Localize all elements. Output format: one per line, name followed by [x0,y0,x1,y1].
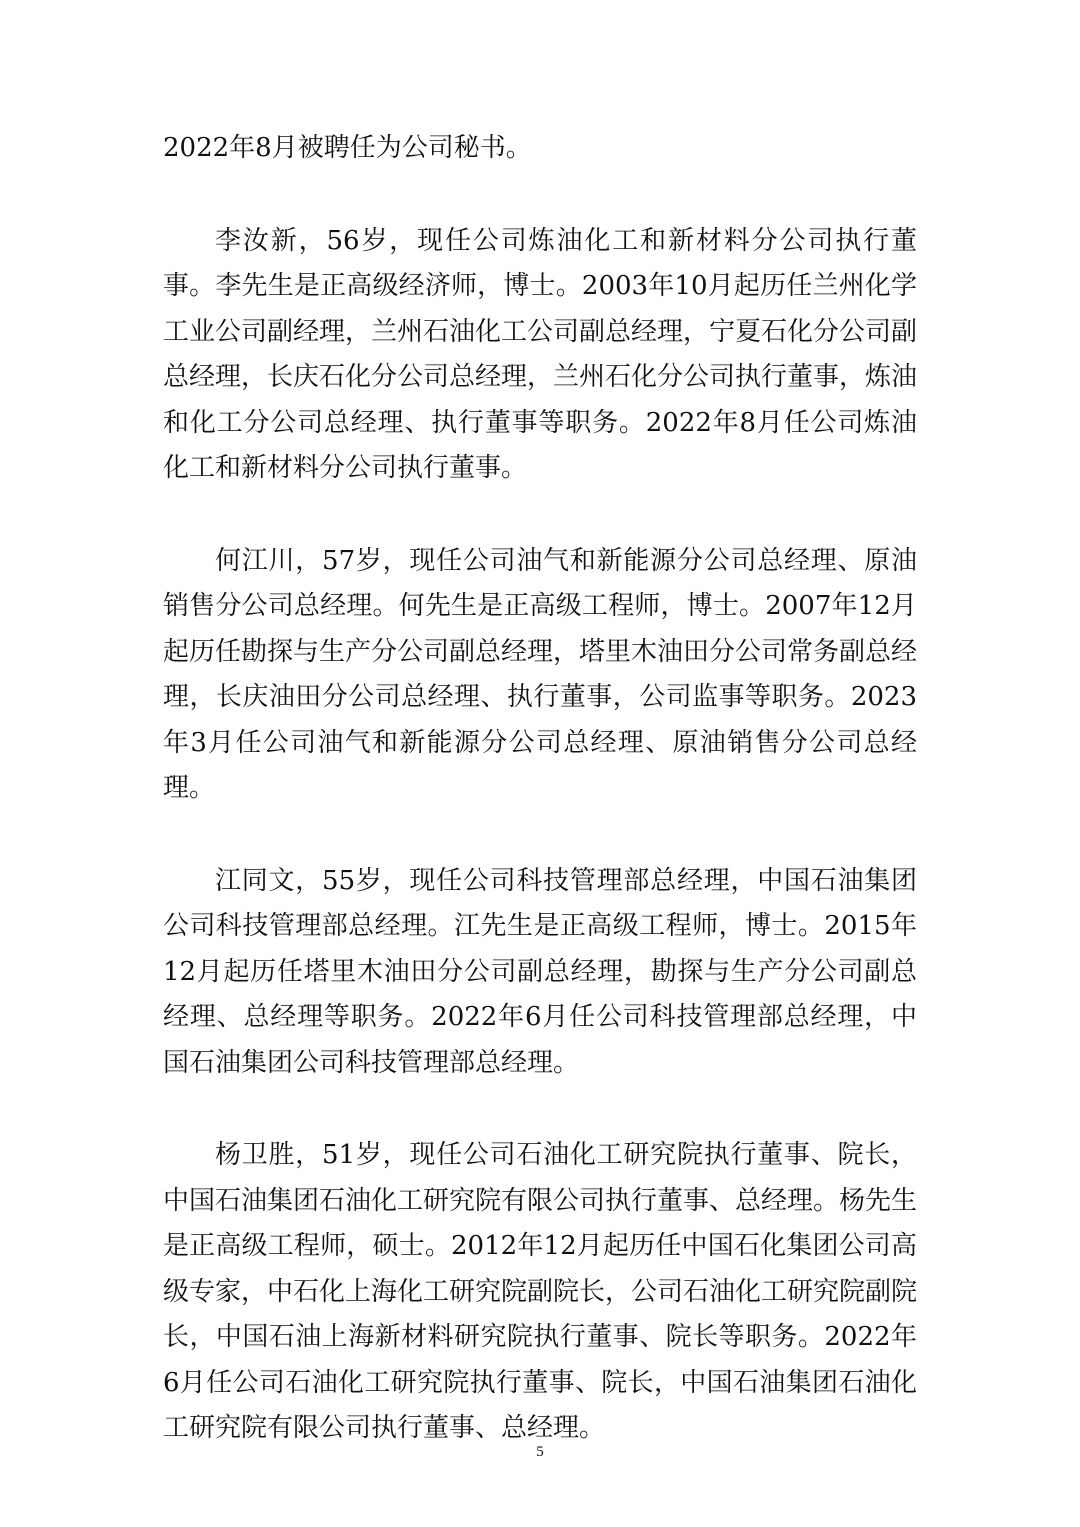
paragraph-jiang-tongwen: 江同文，55岁，现任公司科技管理部总经理，中国石油集团公司科技管理部总经理。江先生是正高级工程师，博士。2015年12月起历任塔里木油田分公司副总经理，勘探与生产分公司副总经理、总经理等职务。2022年6月任公司科技管理部总经理，中国石油集团公司科技管理部总经理。 [163,865,917,1078]
paragraph-gap [163,812,917,859]
paragraph-continuation: 2022年8月被聘任为公司秘书。 [163,133,532,163]
page-number: 5 [536,1444,544,1460]
paragraph-gap [163,492,917,539]
paragraph-gap [163,1086,917,1133]
paragraph-he-jiangchuan: 何江川，57岁，现任公司油气和新能源分公司总经理、原油销售分公司总经理。何先生是正高级工程师，博士。2007年12月起历任勘探与生产分公司副总经理，塔里木油田分公司常务副总经理，长庆油田分公司总经理、执行董事，公司监事等职务。2023年3月任公司油气和新能源分公司总经理、原油销售分公司总经理。 [163,545,918,803]
paragraph-gap [163,172,917,219]
paragraph-li-ruxin: 李汝新，56岁，现任公司炼油化工和新材料分公司执行董事。李先生是正高级经济师，博士。2003年10月起历任兰州化学工业公司副经理，兰州石油化工公司副总经理，宁夏石化分公司副总经理，长庆石化分公司总经理，兰州石化分公司执行董事，炼油和化工分公司总经理、执行董事等职务。2022年8月任公司炼油化工和新材料分公司执行董事。 [163,225,918,483]
document-body [163,126,917,1452]
paragraph-yang-weisheng: 杨卫胜，51岁，现任公司石油化工研究院执行董事、院长，中国石油集团石油化工研究院有限公司执行董事、总经理。杨先生是正高级工程师，硕士。2012年12月起历任中国石化集团公司高级专家，中石化上海化工研究院副院长，公司石油化工研究院副院长，中国石油上海新材料研究院执行董事、院长等职务。2022年6月任公司石油化工研究院执行董事、院长，中国石油集团石油化工研究院有限公司执行董事、总经理。 [163,1140,918,1443]
